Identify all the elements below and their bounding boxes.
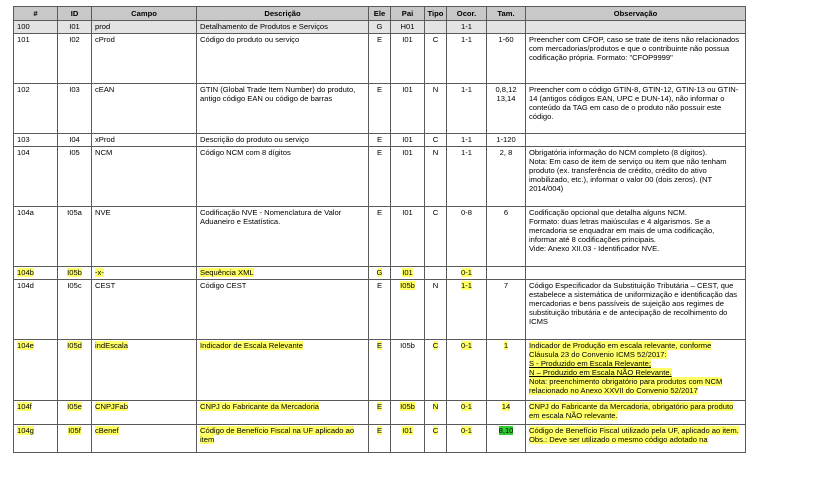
obs-line [529,341,742,359]
obs-line [529,435,742,444]
cell-ocor: 1-1 [447,21,487,34]
cell-ocor [447,425,487,453]
highlighted-text: Código de Benefício Fiscal na UF aplicado ao item [200,426,355,444]
highlighted-text: 104b [17,268,34,277]
highlighted-text: I05e [67,402,82,411]
highlighted-text: N [432,402,439,411]
cell-pai [391,401,425,425]
cell-tam: 0,8,12 13,14 [487,84,526,134]
cell-descricao: Codificação NVE - Nomenclatura de Valor Aduaneiro e Estatística. [197,207,369,267]
table-row [14,134,746,147]
highlighted-text: Indicador de Escala Relevante [200,341,304,350]
cell-campo: cProd [92,34,197,84]
highlighted-text: I05b [400,402,415,411]
cell-observacao [526,34,746,84]
cell-num: 104a [14,207,58,267]
document-page [13,6,746,453]
cell-id [58,401,92,425]
highlighted-text: I01 [402,268,413,277]
highlighted-text: I05d [67,341,82,350]
cell-num: 100 [14,21,58,34]
header-pai: Pai [391,7,425,21]
cell-ele: E [369,134,391,147]
cell-tipo: C [425,134,447,147]
cell-id: I04 [58,134,92,147]
cell-tipo [425,267,447,280]
cell-campo: NCM [92,147,197,207]
highlighted-text: N – Produzido em Escala NÃO Relevante. [529,368,672,377]
cell-ele: E [369,147,391,207]
cell-num [14,425,58,453]
table-row [14,267,746,280]
highlighted-text: I05b [400,281,415,290]
obs-line: Código Especificador da Substituição Tributária – CEST, que estabelece a sistemática de uniformização e identificação das mercadorias e bens passíveis de sujeição aos regimes de substituição tributária e de antecipação de recolhimento do ICMS [529,281,738,326]
table-row [14,207,746,267]
cell-ocor [447,401,487,425]
header-observacao: Observação [526,7,746,21]
highlighted-text: 104e [17,341,34,350]
cell-pai: I01 [391,84,425,134]
highlighted-text: 14 [501,402,511,411]
cell-tipo [425,425,447,453]
cell-id: I02 [58,34,92,84]
cell-tam: 7 [487,280,526,340]
cell-pai: I05b [391,340,425,401]
highlighted-text: C [432,341,439,350]
cell-ele [369,401,391,425]
highlighted-text: CNPJ do Fabricante da Mercadoria [200,402,320,411]
header-descricao: Descrição [197,7,369,21]
cell-id: I01 [58,21,92,34]
cell-tam: 6 [487,207,526,267]
cell-ele: E [369,280,391,340]
cell-ocor: 1-1 [447,134,487,147]
cell-descricao: Código CEST [197,280,369,340]
cell-ele: G [369,21,391,34]
highlighted-text: I05b [67,268,82,277]
highlighted-text: CNPJFab [95,402,128,411]
obs-line: Codificação opcional que detalha alguns NCM. [529,208,687,217]
table-row [14,280,746,340]
table-row [14,147,746,207]
cell-id: I03 [58,84,92,134]
obs-line [529,359,742,368]
cell-observacao [526,280,746,340]
highlighted-text: CNPJ do Fabricante da Mercadoria, obrigatório para produto em escala NÃO relevante. [529,402,734,420]
cell-pai [391,267,425,280]
cell-id [58,340,92,401]
cell-ele [369,340,391,401]
highlighted-text: 1 [503,341,509,350]
cell-ele: E [369,34,391,84]
cell-campo: cEAN [92,84,197,134]
highlighted-text: E [376,341,383,350]
cell-pai: H01 [391,21,425,34]
cell-pai: I01 [391,207,425,267]
cell-descricao: GTIN (Global Trade Item Number) do produto, antigo código EAN ou código de barras [197,84,369,134]
cell-descricao: Código NCM com 8 dígitos [197,147,369,207]
cell-campo [92,425,197,453]
cell-num: 102 [14,84,58,134]
cell-descricao [197,340,369,401]
cell-tam [487,401,526,425]
highlighted-text: 0-1 [461,426,472,435]
cell-num: 103 [14,134,58,147]
obs-line [529,426,742,435]
highlighted-text: I01 [402,426,413,435]
highlighted-text: G [376,268,383,277]
cell-ele: E [369,207,391,267]
header-tam: Tam. [487,7,526,21]
cell-campo [92,401,197,425]
obs-line: Obrigatória informação do NCM completo (8 dígitos). [529,148,708,157]
cell-ocor: 1-1 [447,147,487,207]
table-row [14,21,746,34]
highlighted-text: S - Produzido em Escala Relevante; [529,359,651,368]
cell-descricao: Descrição do produto ou serviço [197,134,369,147]
obs-line: Nota: Em caso de item de serviço ou item que não tenham produto (ex. transferência de crédito, crédito do ativo imobilizado, etc.), informar o valor 00 (dois zeros). (NT 2014/004) [529,157,727,193]
cell-num [14,267,58,280]
cell-tipo: N [425,147,447,207]
cell-observacao [526,21,746,34]
cell-tam [487,21,526,34]
cell-observacao [526,134,746,147]
cell-tam: 1-60 [487,34,526,84]
obs-line [529,368,742,377]
cell-tam [487,267,526,280]
cell-ocor: 1-1 [447,84,487,134]
highlighted-text: cBenef [95,426,119,435]
cell-pai [391,425,425,453]
layout-table [13,6,746,453]
table-row [14,340,746,401]
highlighted-text: 104g [17,426,34,435]
cell-id: I05c [58,280,92,340]
cell-campo: prod [92,21,197,34]
cell-id: I05a [58,207,92,267]
cell-tipo [425,401,447,425]
cell-campo [92,267,197,280]
cell-observacao [526,84,746,134]
header-ele: Ele [369,7,391,21]
table-row [14,425,746,453]
highlighted-text: 0-1 [461,341,472,350]
cell-ocor: 0-8 [447,207,487,267]
cell-num: 101 [14,34,58,84]
obs-line: Vide: Anexo XII.03 - Identificador NVE. [529,244,660,253]
header-ocor: Ocor. [447,7,487,21]
cell-tam [487,340,526,401]
cell-num [14,401,58,425]
highlighted-text: E [376,402,383,411]
cell-descricao: Código do produto ou serviço [197,34,369,84]
highlighted-text: 0-1 [461,268,472,277]
cell-observacao [526,207,746,267]
highlighted-text: Obs.: Deve ser utilizado o mesmo código adotado na [529,435,708,444]
cell-tam [487,425,526,453]
cell-tam: 2, 8 [487,147,526,207]
highlighted-text: C [432,426,439,435]
cell-observacao [526,425,746,453]
highlighted-text: E [376,426,383,435]
cell-campo [92,340,197,401]
cell-campo: xProd [92,134,197,147]
header-num: # [14,7,58,21]
cell-descricao [197,425,369,453]
cell-ele [369,267,391,280]
highlighted-text: Nota: preenchimento obrigatório para produtos com NCM relacionado no Anexo XXVII do Convenio 52/2017 [529,377,723,395]
cell-pai: I01 [391,34,425,84]
cell-ele: E [369,84,391,134]
header-campo: Campo [92,7,197,21]
cell-tipo [425,340,447,401]
obs-clip [529,426,742,451]
cell-ocor: 1-1 [447,34,487,84]
cell-observacao [526,340,746,401]
highlighted-text: Sequência XML [200,268,254,277]
cell-observacao [526,401,746,425]
cell-ele [369,425,391,453]
cell-id [58,425,92,453]
obs-line [529,377,742,395]
cell-tipo: N [425,280,447,340]
obs-line: Preencher com CFOP, caso se trate de itens não relacionados com mercadorias/produtos e que o contribuinte não possua codificação própria. Formato: "CFOP9999" [529,35,740,62]
obs-line: Preencher com o código GTIN-8, GTIN-12, GTIN-13 ou GTIN-14 (antigos códigos EAN, UPC e DUN-14), não informar o conteúdo da TAG em caso de o produto não possuir este código. [529,85,739,121]
cell-id: I05 [58,147,92,207]
highlighted-text: Indicador de Produção em escala relevante, conforme Cláusula 23 do Convenio ICMS 52/2017: [529,341,712,359]
cell-tipo: C [425,34,447,84]
highlighted-text: 0-1 [461,402,472,411]
table-row [14,34,746,84]
header-id: ID [58,7,92,21]
cell-tipo: C [425,207,447,267]
highlighted-text: 104f [17,402,32,411]
cell-ocor [447,340,487,401]
cell-pai: I01 [391,134,425,147]
table-row [14,401,746,425]
header-row [14,7,746,21]
cell-tam: 1-120 [487,134,526,147]
cell-observacao [526,147,746,207]
cell-num: 104d [14,280,58,340]
header-tipo: Tipo [425,7,447,21]
highlighted-text: 1-1 [461,281,472,290]
obs-line: Formato: duas letras maiúsculas e 4 algarismos. Se a mercadoria se enquadrar em mais de uma codificação, informar até 8 codificações principais. [529,217,715,244]
cell-num [14,340,58,401]
cell-ocor [447,267,487,280]
cell-observacao [526,267,746,280]
highlighted-text-green: 8,10 [498,426,514,435]
cell-campo: NVE [92,207,197,267]
cell-tipo [425,21,447,34]
cell-pai: I01 [391,147,425,207]
cell-num: 104 [14,147,58,207]
highlighted-text: -x- [95,268,104,277]
cell-tipo: N [425,84,447,134]
cell-campo: CEST [92,280,197,340]
highlighted-text: indEscala [95,341,128,350]
cell-descricao [197,401,369,425]
cell-descricao [197,267,369,280]
highlighted-text: Código de Benefício Fiscal utilizado pela UF, aplicado ao item. [529,426,739,435]
cell-id [58,267,92,280]
highlighted-text: I05f [68,426,81,435]
cell-descricao: Detalhamento de Produtos e Serviços [197,21,369,34]
table-row [14,84,746,134]
cell-pai [391,280,425,340]
cell-ocor [447,280,487,340]
